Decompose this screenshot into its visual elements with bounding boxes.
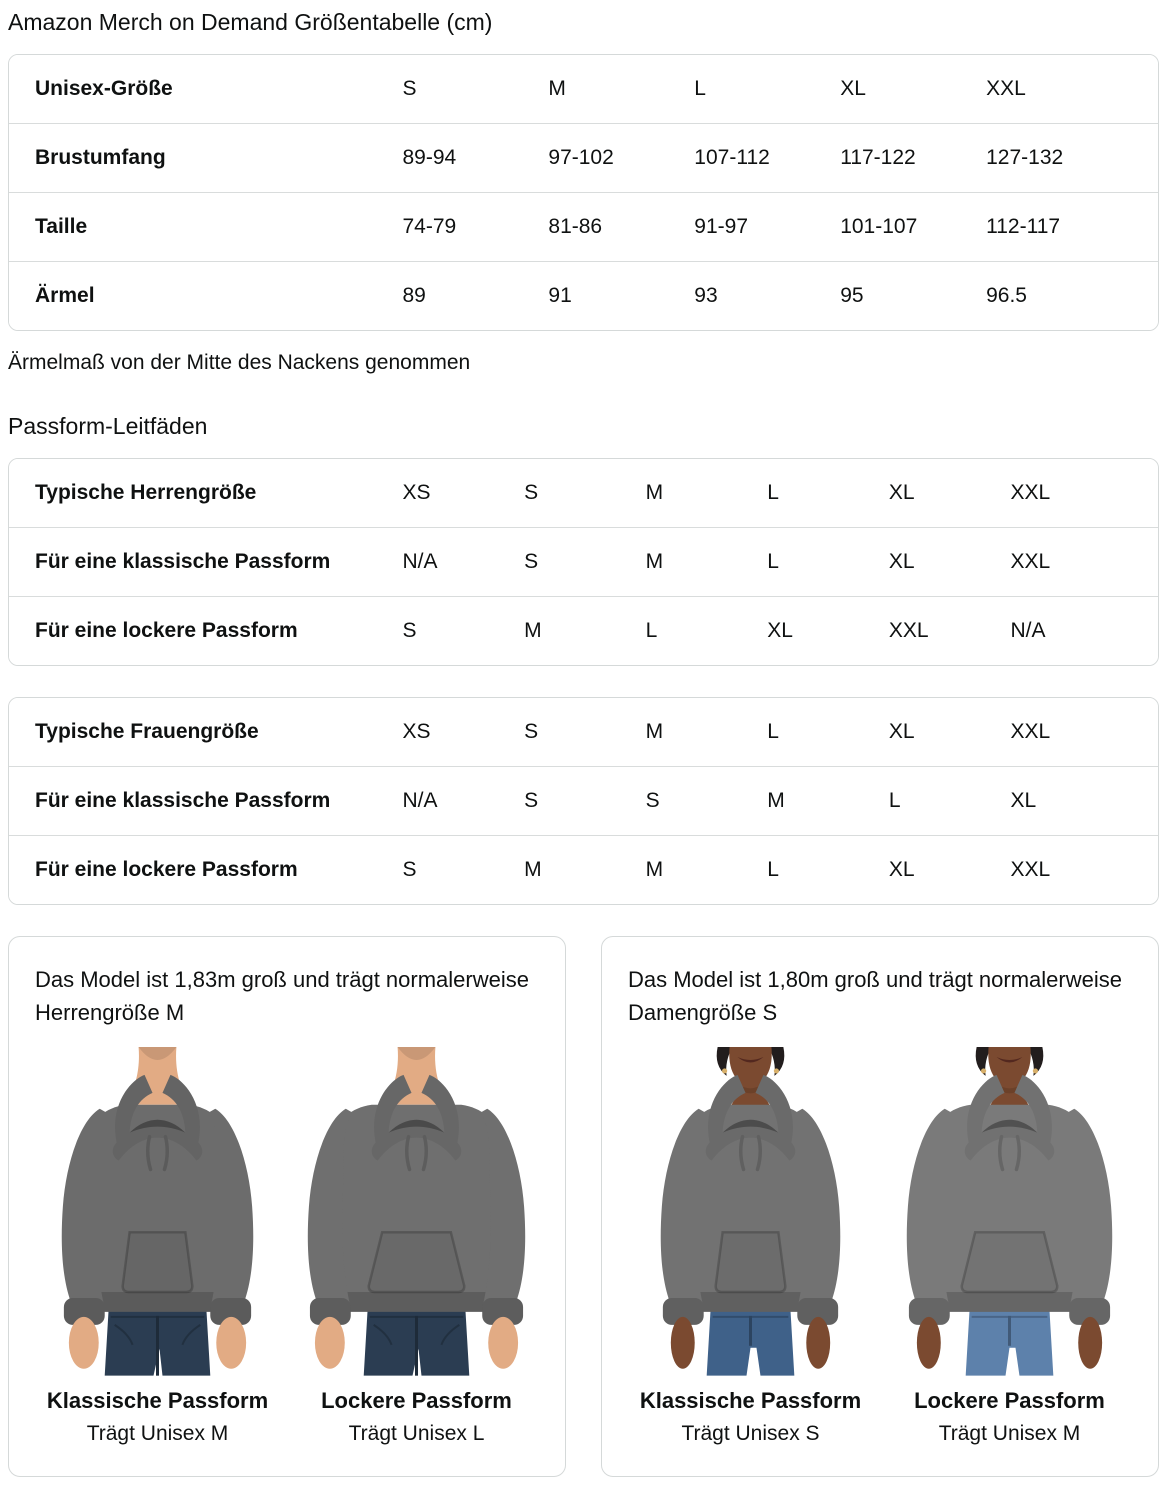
table-cell: 112-117 bbox=[986, 214, 1061, 238]
table-cell: L bbox=[767, 480, 779, 504]
table-row bbox=[9, 55, 1158, 123]
table-cell: XL bbox=[840, 76, 866, 100]
table-cell: N/A bbox=[1010, 618, 1046, 642]
table-row bbox=[9, 527, 1158, 596]
row-label: Für eine lockere Passform bbox=[35, 618, 298, 642]
table-cell: L bbox=[888, 788, 901, 812]
mens-fit-table bbox=[8, 458, 1159, 666]
table-cell: XL bbox=[888, 857, 915, 881]
row-label: Typische Herrengröße bbox=[35, 480, 257, 504]
table-cell: XXL bbox=[888, 618, 929, 642]
male-model-card bbox=[8, 936, 566, 1477]
table-row bbox=[9, 766, 1158, 835]
classic-fit-figure bbox=[626, 1047, 875, 1446]
table-cell: M bbox=[767, 788, 785, 812]
female-model-classic-fit-photo bbox=[626, 1047, 875, 1376]
table-row bbox=[9, 698, 1158, 766]
model-figures bbox=[33, 1047, 541, 1446]
table-row bbox=[9, 596, 1158, 665]
table-cell: L bbox=[645, 618, 658, 642]
table-cell: S bbox=[524, 549, 539, 573]
table-cell: 107-112 bbox=[694, 145, 770, 169]
table-row bbox=[9, 835, 1158, 904]
table-row bbox=[9, 192, 1158, 261]
model-description: Das Model ist 1,83m groß und trägt normalerweise Herrengröße M bbox=[35, 966, 529, 1025]
unisex-size-table bbox=[8, 54, 1159, 331]
table-cell: S bbox=[402, 618, 417, 642]
row-label: Ärmel bbox=[35, 283, 95, 307]
table-cell: 91 bbox=[548, 283, 572, 307]
table-cell: M bbox=[548, 76, 566, 100]
table-cell: 96.5 bbox=[986, 283, 1027, 307]
fit-label: Lockere Passform bbox=[321, 1387, 512, 1413]
table-row bbox=[9, 123, 1158, 192]
table-cell: M bbox=[645, 857, 664, 881]
table-cell: S bbox=[402, 76, 417, 100]
table-cell: L bbox=[767, 857, 779, 881]
table-cell: 89 bbox=[402, 283, 426, 307]
table-cell: L bbox=[767, 719, 779, 743]
worn-size-label: Trägt Unisex M bbox=[938, 1421, 1081, 1445]
table-cell: 101-107 bbox=[840, 214, 918, 238]
table-row bbox=[9, 459, 1158, 527]
table-row bbox=[9, 261, 1158, 330]
table-cell: M bbox=[645, 719, 664, 743]
worn-size-label: Trägt Unisex S bbox=[681, 1421, 820, 1445]
classic-fit-figure bbox=[33, 1047, 282, 1446]
table-cell: S bbox=[524, 480, 539, 504]
table-cell: 97-102 bbox=[548, 145, 614, 169]
female-model-loose-fit-photo bbox=[885, 1047, 1134, 1376]
table-cell: M bbox=[645, 549, 664, 573]
table-cell: 93 bbox=[694, 283, 718, 307]
table-cell: L bbox=[694, 76, 706, 100]
fit-label: Klassische Passform bbox=[639, 1387, 862, 1413]
table-cell: XXL bbox=[1010, 549, 1051, 573]
table-cell: XS bbox=[402, 719, 431, 743]
row-label: Für eine klassische Passform bbox=[35, 549, 331, 573]
worn-size-label: Trägt Unisex M bbox=[86, 1421, 229, 1445]
table-cell: XL bbox=[888, 549, 915, 573]
model-photo bbox=[292, 1047, 541, 1376]
female-model-card bbox=[601, 936, 1159, 1477]
table-cell: S bbox=[524, 788, 539, 812]
table-cell: 81-86 bbox=[548, 214, 603, 238]
table-cell: XL bbox=[1010, 788, 1037, 812]
table-cell: N/A bbox=[402, 549, 438, 573]
loose-fit-figure bbox=[292, 1047, 541, 1446]
row-label: Typische Frauengröße bbox=[35, 719, 259, 743]
table-cell: 74-79 bbox=[402, 214, 457, 238]
table-cell: XL bbox=[888, 719, 915, 743]
table-cell: 95 bbox=[840, 283, 864, 307]
table-cell: XL bbox=[888, 480, 915, 504]
loose-fit-figure bbox=[885, 1047, 1134, 1446]
table-cell: S bbox=[524, 719, 539, 743]
table-cell: M bbox=[645, 480, 664, 504]
table-cell: 89-94 bbox=[402, 145, 457, 169]
table-cell: M bbox=[524, 618, 542, 642]
table-cell: 91-97 bbox=[694, 214, 749, 238]
row-label: Taille bbox=[35, 214, 88, 238]
fit-guides-heading: Passform-Leitfäden bbox=[8, 412, 208, 439]
page-title: Amazon Merch on Demand Größentabelle (cm) bbox=[8, 9, 493, 35]
row-label: Für eine klassische Passform bbox=[35, 788, 331, 812]
model-cards bbox=[8, 936, 1159, 1480]
worn-size-label: Trägt Unisex L bbox=[348, 1421, 485, 1445]
table-cell: S bbox=[402, 857, 417, 881]
sleeve-measure-note: Ärmelmaß von der Mitte des Nackens genommen bbox=[8, 350, 471, 374]
table-cell: S bbox=[645, 788, 660, 812]
womens-fit-table bbox=[8, 697, 1159, 905]
table-cell: XXL bbox=[1010, 480, 1051, 504]
table-cell: 127-132 bbox=[986, 145, 1064, 169]
row-label: Für eine lockere Passform bbox=[35, 857, 298, 881]
row-label: Unisex-Größe bbox=[35, 76, 173, 100]
model-photo bbox=[626, 1047, 875, 1376]
row-label: Brustumfang bbox=[35, 145, 166, 169]
fit-label: Klassische Passform bbox=[46, 1387, 269, 1413]
model-photo bbox=[885, 1047, 1134, 1376]
table-cell: XXL bbox=[1010, 857, 1051, 881]
model-description: Das Model ist 1,80m groß und trägt normalerweise Damengröße S bbox=[628, 966, 1122, 1025]
table-cell: N/A bbox=[402, 788, 438, 812]
table-cell: L bbox=[767, 549, 779, 573]
table-cell: XXL bbox=[1010, 719, 1051, 743]
male-model-classic-fit-photo bbox=[33, 1047, 282, 1376]
table-cell: M bbox=[524, 857, 542, 881]
table-cell: XXL bbox=[986, 76, 1026, 100]
model-figures bbox=[626, 1047, 1134, 1446]
model-photo bbox=[33, 1047, 282, 1376]
fit-label: Lockere Passform bbox=[914, 1387, 1105, 1413]
table-cell: XS bbox=[402, 480, 431, 504]
male-model-loose-fit-photo bbox=[292, 1047, 541, 1376]
table-cell: XL bbox=[767, 618, 793, 642]
table-cell: 117-122 bbox=[840, 145, 916, 169]
